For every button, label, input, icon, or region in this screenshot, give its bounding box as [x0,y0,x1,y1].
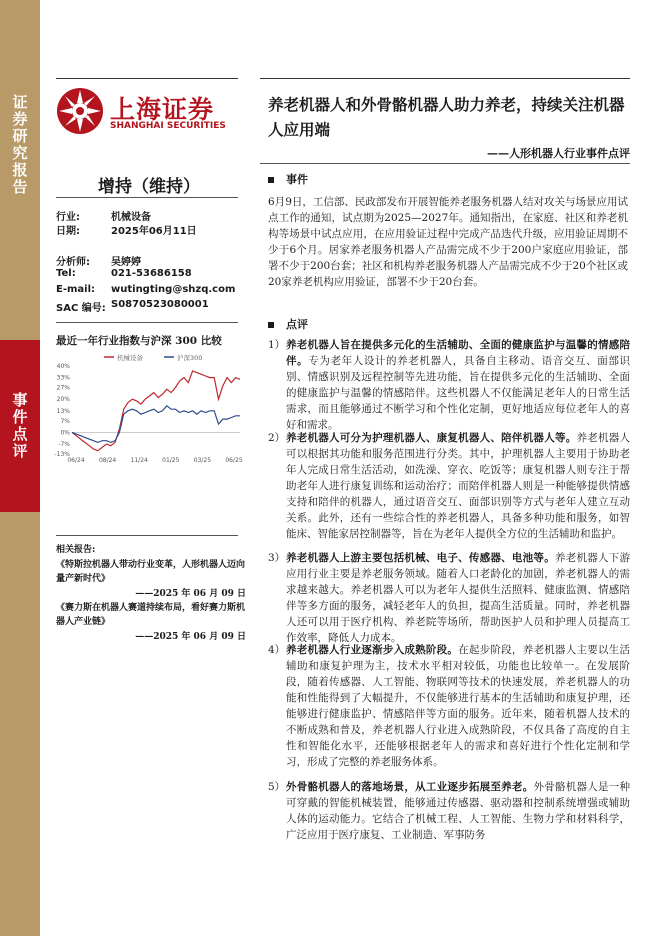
comment-heading: 点评 [268,316,308,332]
sidebar-report-type: 证 券 研 究 报 告 [12,93,28,196]
sac-label: SAC 编号: [56,303,106,314]
y-tick-label: 13% [56,407,70,415]
y-tick-label: 0% [60,429,70,437]
event-heading: 事件 [268,171,308,187]
chart-rule [56,535,238,536]
y-tick-label: 20% [56,396,70,404]
x-tick-label: 06/24 [67,457,85,464]
email-label: E-mail: [56,284,96,295]
y-tick-label: -13% [54,451,70,458]
square-bullet-icon [268,177,274,183]
x-tick-label: 03/25 [193,457,212,464]
legend-label: 机械设备 [117,354,143,362]
y-tick-label: 7% [60,417,70,425]
analyst-name: 吴婷婷 [111,257,141,268]
sac-value: S0870523080001 [111,299,209,310]
rating-rule [56,197,238,198]
tel-value: 021-53686158 [111,268,192,279]
right-top-rule [260,78,630,79]
title-rule [260,163,630,164]
event-text: 6月9日，工信部、民政部发布开展智能养老服务机器人结对攻关与场景应用试点工作的通知，试点期为2025—2027年。通知指出，在家庭、社区和养老机构等场景中试点应用，在应用验证过程中完成产品迭代升级，应用验证周期不少于6个月。居家养老服务机器人产品需完成不少于200户家庭应用验证，部署不少于200台套；社区和机构养老服务机器人产品需完成不少于20个社区或20家养老机构应用验证，部署不少于20台套。 [268,196,628,288]
brand-name-en: SHANGHAI SECURITIES [110,121,226,131]
point-item: 2） 养老机器人可分为护理机器人、康复机器人、陪伴机器人等。养老机器人可以根据其功能和服务范围进行分类。其中，护理机器人主要用于协助老年人完成日常生活活动，如洗澡、穿衣、吃饭等；康复机器人则专注于帮助老年人进行康复训练和运动治疗；而陪伴机器人则是一种能够提供情感支持和陪伴的机器人，通过语音交互、面部识别等方式与老年人建立互动关系。此外，还有一些综合性的养老机器人，具备多种功能和服务，如智能床、智能家居控制器等，旨在为老年人提供全方位的生活辅助和监护。 [268,432,631,540]
y-tick-label: 33% [56,374,70,382]
industry-value: 机械设备 [111,212,151,223]
date-value: 2025年06月11日 [111,226,197,237]
analyst-rule [56,322,238,323]
rating: 增持（维持） [98,177,200,197]
point-item: 3） 养老机器人上游主要包括机械、电子、传感器、电池等。养老机器人下游应用行业主要是养老服务领域。随着人口老龄化的加剧，养老机器人的需求越来越大。养老机器人可以为老年人提供生活照料、健康监测、情感陪伴等多方面的服务，减轻老年人的负担，提高生活质量。同时，养老机器人还可以用于医疗机构、养老院等场所，帮助医护人员和护理人员提高工作效率，降低人力成本。 [268,552,631,644]
shanghai-securities-logo [55,86,105,136]
x-tick-label: 01/25 [162,457,180,464]
chart-title: 最近一年行业指数与沪深 300 比较 [56,335,222,347]
report-subtitle: ——人形机器人行业事件点评 [487,147,630,160]
related-reports-heading: 相关报告: [56,545,96,555]
related-report-date: ——2025 年 06 月 09 日 [135,632,246,642]
point-item: 5） 外骨骼机器人的落地场景，从工业逐步拓展至养老。外骨骼机器人是一种可穿戴的智能机械装置，能够通过传感器、驱动器和控制系统增强或辅助人体的运动能力。它结合了机械工程、人工智能、生物力学和材料科学，广泛应用于医疗康复、工业制造、军事防务 [268,781,631,841]
point-item: 4） 养老机器人行业逐渐步入成熟阶段。在起步阶段，养老机器人主要以生活辅助和康复护理为主，技术水平相对较低，功能也比较单一。在发展阶段，随着传感器、人工智能、物联网等技术的快速发展，养老机器人的功能和性能得到了大幅提升，不仅能够进行基本的生活辅助和康复护理，还能够进行健康监护、情感陪伴等方面的服务。近年来，随着机器人技术的不断成熟和普及，养老机器人行业进入成熟阶段，不仅具备了高度的自主性和智能化水平，还能够根据老年人的需求和喜好进行个性化定制和学习，形成了完整的养老服务体系。 [268,644,631,768]
related-reports [56,543,246,644]
left-top-rule [56,78,238,79]
square-bullet-icon [268,322,274,328]
tel-label: Tel: [56,268,76,279]
x-tick-label: 08/24 [98,457,117,464]
industry-label: 行业: [56,212,80,223]
series-line [72,406,240,443]
date-label: 日期: [56,226,80,237]
report-title: 养老机器人和外骨骼机器人助力养老，持续关注机器人应用端 [268,95,625,139]
email-value[interactable]: wutingting@shzq.com [111,284,236,295]
analyst-label: 分析师: [56,257,90,268]
sidebar-section-type: 事 件 点 评 [12,391,28,460]
legend-label: 沪深300 [177,354,203,362]
point-item: 1） 养老机器人旨在提供多元化的生活辅助、全面的健康监护与温馨的情感陪伴。专为老年人设计的养老机器人，具备自主移动、语音交互、面部识别、情感识别及远程控制等先进功能，旨在提供多元化的生活辅助、全面的健康监护与温馨的情感陪伴。这些机器人不仅能满足老年人的日常生活需求，而且能够通过不断学习和个性化定制，更好地适应每位老年人的喜好和需求。 [268,339,630,431]
related-report-date: ——2025 年 06 月 09 日 [135,589,246,599]
y-tick-label: -7% [58,441,70,449]
related-report-title[interactable]: 《赛力斯在机器人赛道持续布局，看好赛力斯机器人产业链》 [56,603,246,627]
index-comparison-chart [54,350,244,470]
brand-name-cn: 上海证券 [110,95,215,124]
x-tick-label: 06/25 [225,457,243,464]
x-tick-label: 11/24 [130,457,148,464]
related-report-title[interactable]: 《特斯拉机器人带动行业变革，人形机器人迈向量产新时代》 [56,560,246,584]
y-tick-label: 40% [56,363,70,370]
y-tick-label: 27% [56,384,70,392]
